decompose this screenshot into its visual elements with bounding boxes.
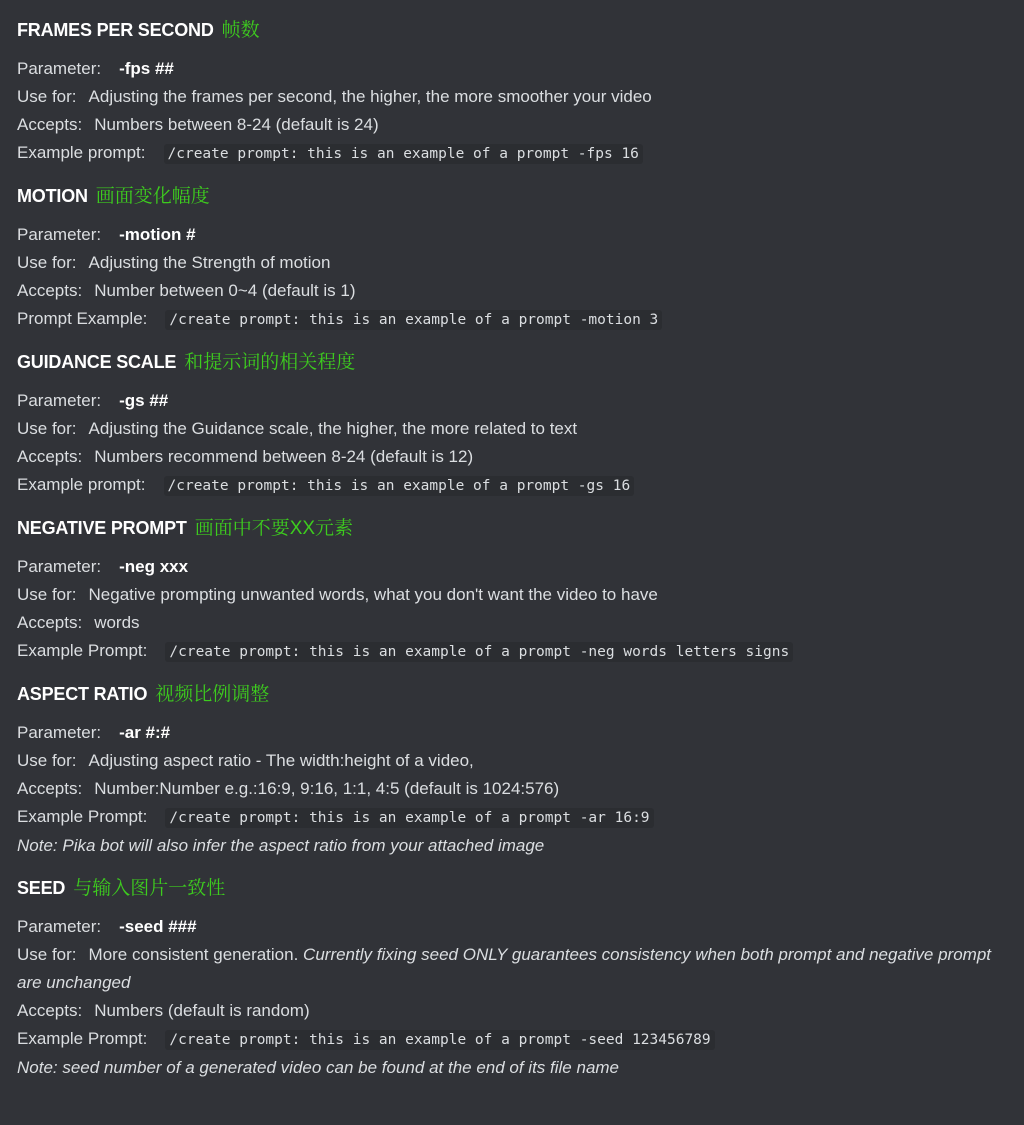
parameter-row bbox=[17, 719, 1007, 747]
usefor-row bbox=[17, 83, 1007, 111]
example-code: /create prompt: this is an example of a prompt -neg words letters signs bbox=[165, 642, 793, 662]
accepts-label: Accepts: bbox=[17, 1001, 83, 1020]
parameter-value: -neg xxx bbox=[119, 557, 189, 576]
example-code: /create prompt: this is an example of a prompt -ar 16:9 bbox=[165, 808, 653, 828]
section-chinese-label: 画面变化幅度 bbox=[95, 186, 210, 207]
section-heading bbox=[17, 14, 1007, 47]
usefor-row bbox=[17, 249, 1007, 277]
accepts-value: Numbers between 8-24 (default is 24) bbox=[94, 115, 379, 134]
example-code: /create prompt: this is an example of a prompt -seed 123456789 bbox=[165, 1030, 714, 1050]
example-code: /create prompt: this is an example of a prompt -fps 16 bbox=[164, 144, 643, 164]
parameter-label: Parameter: bbox=[17, 723, 102, 742]
usefor-row bbox=[17, 581, 1007, 609]
parameter-value: -gs ## bbox=[119, 391, 169, 410]
example-label: Example prompt: bbox=[17, 143, 146, 162]
parameter-row bbox=[17, 553, 1007, 581]
example-label: Example Prompt: bbox=[17, 807, 148, 826]
example-code: /create prompt: this is an example of a prompt -motion 3 bbox=[165, 310, 662, 330]
accepts-row bbox=[17, 997, 1007, 1025]
section-aspect-ratio bbox=[17, 678, 1007, 860]
section-heading bbox=[17, 180, 1007, 213]
usefor-label: Use for: bbox=[17, 751, 77, 770]
section-guidance-scale bbox=[17, 346, 1007, 500]
section-title: GUIDANCE SCALE bbox=[17, 352, 177, 372]
accepts-label: Accepts: bbox=[17, 613, 83, 632]
section-chinese-label: 和提示词的相关程度 bbox=[184, 352, 356, 373]
accepts-value: Number:Number e.g.:16:9, 9:16, 1:1, 4:5 (default is 1024:576) bbox=[94, 779, 560, 798]
section-chinese-label: 画面中不要XX元素 bbox=[194, 518, 354, 539]
usefor-row bbox=[17, 747, 1007, 775]
section-heading bbox=[17, 346, 1007, 379]
accepts-row bbox=[17, 277, 1007, 305]
example-row bbox=[17, 139, 1007, 168]
parameter-row bbox=[17, 55, 1007, 83]
accepts-row bbox=[17, 775, 1007, 803]
section-title: MOTION bbox=[17, 186, 88, 206]
usefor-row bbox=[17, 415, 1007, 443]
section-chinese-label: 与输入图片一致性 bbox=[73, 878, 226, 899]
example-row bbox=[17, 305, 1007, 334]
accepts-value: Numbers (default is random) bbox=[94, 1001, 310, 1020]
parameter-value: -motion # bbox=[119, 225, 196, 244]
example-row bbox=[17, 1025, 1007, 1054]
section-heading bbox=[17, 872, 1007, 905]
parameter-value: -seed ### bbox=[119, 917, 197, 936]
section-motion bbox=[17, 180, 1007, 334]
section-title: FRAMES PER SECOND bbox=[17, 20, 214, 40]
section-seed bbox=[17, 872, 1007, 1082]
section-chinese-label: 帧数 bbox=[221, 20, 260, 41]
section-heading bbox=[17, 678, 1007, 711]
example-row bbox=[17, 637, 1007, 666]
accepts-value: words bbox=[94, 613, 140, 632]
section-heading bbox=[17, 512, 1007, 545]
example-row bbox=[17, 803, 1007, 832]
accepts-row bbox=[17, 443, 1007, 471]
example-row bbox=[17, 471, 1007, 500]
usefor-value: Negative prompting unwanted words, what you don't want the video to have bbox=[88, 585, 658, 604]
example-label: Example Prompt: bbox=[17, 641, 148, 660]
accepts-label: Accepts: bbox=[17, 115, 83, 134]
section-title: ASPECT RATIO bbox=[17, 684, 148, 704]
parameter-label: Parameter: bbox=[17, 391, 102, 410]
note-text: Note: seed number of a generated video can be found at the end of its file name bbox=[17, 1058, 620, 1077]
accepts-label: Accepts: bbox=[17, 779, 83, 798]
section-chinese-label: 视频比例调整 bbox=[155, 684, 270, 705]
section-title: SEED bbox=[17, 878, 66, 898]
usefor-row bbox=[17, 941, 1007, 997]
usefor-label: Use for: bbox=[17, 87, 77, 106]
section-title: NEGATIVE PROMPT bbox=[17, 518, 187, 538]
parameter-row bbox=[17, 913, 1007, 941]
parameter-value: -ar #:# bbox=[119, 723, 171, 742]
accepts-value: Numbers recommend between 8-24 (default is 12) bbox=[94, 447, 474, 466]
accepts-label: Accepts: bbox=[17, 447, 83, 466]
accepts-label: Accepts: bbox=[17, 281, 83, 300]
usefor-value: Adjusting the Strength of motion bbox=[88, 253, 331, 272]
parameter-row bbox=[17, 387, 1007, 415]
section-negative-prompt bbox=[17, 512, 1007, 666]
usefor-value: Adjusting the frames per second, the higher, the more smoother your video bbox=[88, 87, 652, 106]
parameter-row bbox=[17, 221, 1007, 249]
example-label: Prompt Example: bbox=[17, 309, 148, 328]
section-fps bbox=[17, 14, 1007, 168]
accepts-row bbox=[17, 609, 1007, 637]
usefor-value: Adjusting aspect ratio - The width:height of a video, bbox=[88, 751, 474, 770]
accepts-value: Number between 0~4 (default is 1) bbox=[94, 281, 356, 300]
accepts-row bbox=[17, 111, 1007, 139]
parameter-label: Parameter: bbox=[17, 557, 102, 576]
example-label: Example Prompt: bbox=[17, 1029, 148, 1048]
usefor-label: Use for: bbox=[17, 419, 77, 438]
parameter-label: Parameter: bbox=[17, 59, 102, 78]
usefor-label: Use for: bbox=[17, 945, 77, 964]
parameter-label: Parameter: bbox=[17, 225, 102, 244]
parameter-label: Parameter: bbox=[17, 917, 102, 936]
usefor-value: More consistent generation. bbox=[88, 945, 304, 964]
usefor-label: Use for: bbox=[17, 253, 77, 272]
usefor-italic-note: Currently fixing seed ONLY guarantees consistency when both prompt and negative prompt are unchanged bbox=[17, 945, 992, 992]
usefor-label: Use for: bbox=[17, 585, 77, 604]
usefor-value: Adjusting the Guidance scale, the higher, the more related to text bbox=[88, 419, 578, 438]
parameter-value: -fps ## bbox=[119, 59, 174, 78]
note-text: Note: Pika bot will also infer the aspect ratio from your attached image bbox=[17, 836, 545, 855]
example-label: Example prompt: bbox=[17, 475, 146, 494]
example-code: /create prompt: this is an example of a prompt -gs 16 bbox=[164, 476, 635, 496]
